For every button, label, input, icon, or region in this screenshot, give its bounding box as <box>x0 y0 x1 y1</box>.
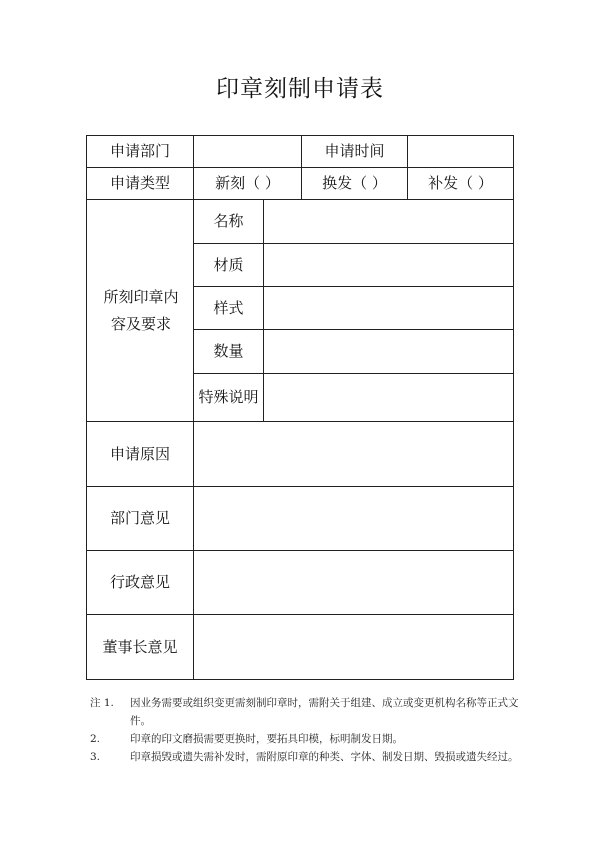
seal-field-quantity-input[interactable] <box>264 330 513 373</box>
page-title: 印章刻制申请表 <box>216 76 384 102</box>
department-label: 申请部门 <box>109 142 170 160</box>
seal-field-name-label: 名称 <box>213 212 244 230</box>
notes-section <box>90 694 520 766</box>
note-text: 因业务需要或组织变更需刻制印章时，需附关于组建、成立或变更机构名称等正式文件。 <box>130 697 519 727</box>
seal-field-name-input[interactable] <box>264 200 513 243</box>
chairman-opinion-label: 董事长意见 <box>102 637 178 656</box>
type-option-replace[interactable]: 换发（ ） <box>322 174 387 192</box>
reason-label: 申请原因 <box>109 444 170 463</box>
department-field[interactable] <box>194 136 301 167</box>
type-label: 申请类型 <box>109 174 170 192</box>
type-option-new[interactable]: 新刻（ ） <box>215 174 280 192</box>
seal-field-material-input[interactable] <box>264 244 513 286</box>
seal-field-special-input[interactable] <box>264 374 513 421</box>
time-label: 申请时间 <box>324 142 385 160</box>
time-field[interactable] <box>408 136 513 167</box>
seal-field-style-label: 样式 <box>213 298 244 317</box>
note-item <box>90 694 520 730</box>
seal-field-style-input[interactable] <box>264 287 513 329</box>
reason-field[interactable] <box>194 422 513 486</box>
note-text: 印章的印文磨损需要更换时，要拓具印模，标明制发日期。 <box>130 733 403 745</box>
dept-opinion-label: 部门意见 <box>109 509 170 527</box>
note-number: 注 1. <box>90 697 114 709</box>
chairman-opinion-field[interactable] <box>194 615 513 679</box>
admin-opinion-label: 行政意见 <box>109 573 170 591</box>
seal-content-label: 所刻印章内容及要求 <box>103 287 179 333</box>
admin-opinion-field[interactable] <box>194 551 513 614</box>
application-form <box>86 135 514 680</box>
seal-field-material-label: 材质 <box>213 255 244 274</box>
seal-field-special-label: 特殊说明 <box>198 388 259 406</box>
note-number: 3. <box>90 751 101 763</box>
note-item <box>90 730 520 748</box>
seal-field-quantity-label: 数量 <box>213 342 244 360</box>
note-text: 印章损毁或遗失需补发时，需附原印章的种类、字体、制发日期、毁损或遗失经过。 <box>130 751 519 763</box>
dept-opinion-field[interactable] <box>194 487 513 550</box>
type-option-reissue[interactable]: 补发（ ） <box>428 174 493 192</box>
note-item <box>90 748 520 766</box>
note-number: 2. <box>90 733 101 745</box>
